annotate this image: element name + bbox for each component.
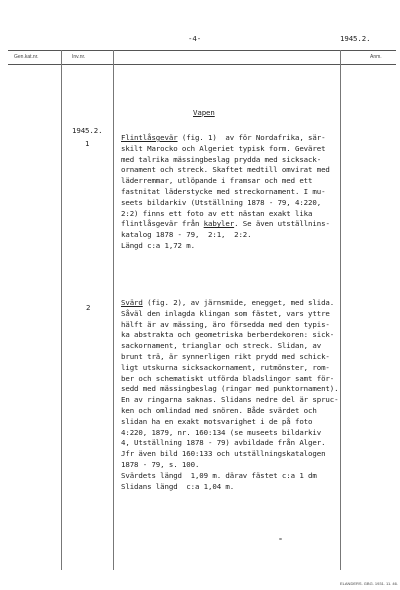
entry-line: Såväl den inlagda klingan som fästet, vars yttre	[121, 308, 330, 318]
entry-line-underlined: kabyler	[203, 219, 235, 229]
column-label-anm: Anm.	[370, 54, 382, 60]
section-title: Vapen	[193, 108, 215, 117]
entry-line: Längd c:a 1,72 m.	[121, 240, 195, 250]
entry-line: 1878 - 79, s. 100.	[121, 459, 200, 469]
entry-line: ber och schematiskt utförda bladslingor samt för-	[121, 373, 335, 383]
entry-line: flintlåsgevär från	[121, 219, 204, 229]
printer-imprint: ELANDERS. GBG. 1931. 11. 46.	[340, 581, 398, 586]
entry-line: Jfr även bild 160:133 och utställningskatalogen	[121, 449, 326, 459]
entry-number: 1	[85, 139, 90, 148]
entry-line: hälft är av mässing, äro försedda med den typis-	[121, 319, 330, 329]
entry-line: Svärdets längd 1,09 m. därav fästet c:a 1 dm	[121, 470, 317, 480]
column-label-gen-kat-nr: Gen.kat.nr.	[14, 54, 39, 60]
entry-line: En av ringarna saknas. Slidans nedre del är spruc-	[121, 395, 339, 405]
column-label-inv-nr: Inv.nr.	[72, 54, 86, 60]
entry-line: brunt trä, är synnerligen rikt prydd med schick-	[121, 351, 330, 361]
entry-line: 4:220, 1879, nr. 160:134 (se museets bildarkiv	[121, 427, 322, 437]
header-top-rule	[8, 50, 396, 51]
entry-line: sackornament, trianglar och streck. Slidan, av	[121, 341, 322, 351]
entry-line: läderremmar, utlöpande i framsar och med ett	[121, 176, 313, 186]
entry-line: katalog 1878 - 79, 2:1, 2:2.	[121, 230, 252, 240]
entry-line: skilt Marocko och Algeriet typisk form. Geväret	[121, 143, 326, 153]
entry-line: sedd med mässingbeslag (ringar med punktornament).	[121, 384, 339, 394]
column-divider-inv	[113, 50, 114, 570]
column-divider-gen	[61, 50, 62, 570]
entry-line: ornament och streck. Skaftet medtill omvirat med	[121, 165, 330, 175]
entry-name: Flintlåsgevär	[121, 133, 178, 142]
entry-year: 1945.2.	[72, 126, 103, 135]
column-divider-anm	[340, 50, 341, 570]
page-number: -4-	[188, 34, 202, 43]
entry-line: 4, Utställning 1878 - 79) avbildade från Alger.	[121, 438, 326, 448]
entry-name: Svärd	[121, 298, 143, 307]
entry-line: ken och omlindad med snören. Både svärdet och	[121, 405, 317, 415]
entry-description	[121, 298, 338, 492]
entry-number: 2	[86, 303, 91, 312]
entry-line: (fig. 1) av för Nordafrika, sär-	[177, 133, 326, 142]
ink-mark	[279, 538, 282, 540]
entry-line: . Se även utställnins-	[234, 219, 330, 229]
entry-line: seets bildarkiv (Utställning 1878 - 79, 4:220,	[121, 197, 322, 207]
header-year: 1945.2.	[340, 34, 371, 43]
entry-line: Slidans längd c:a 1,04 m.	[121, 481, 235, 491]
entry-line: fastnitat läderstycke med streckornament. I mu-	[121, 186, 326, 196]
entry-line: (fig. 2), av järnsmide, enegget, med slida.	[142, 298, 335, 307]
entry-line: ka abstrakta och geometriska berberdekoren: sick-	[121, 330, 335, 340]
entry-line: slidan ha en exakt motsvarighet i de på foto	[121, 416, 313, 426]
header-bottom-rule	[8, 64, 396, 65]
entry-line: ligt utskurna sicksackornament, rutmönster, rom-	[121, 362, 330, 372]
entry-line: med talrika mässingbeslag prydda med sicksack-	[121, 154, 322, 164]
entry-line: 2:2) finns ett foto av ett nästan exakt lika	[121, 208, 313, 218]
entry-description	[121, 133, 330, 252]
